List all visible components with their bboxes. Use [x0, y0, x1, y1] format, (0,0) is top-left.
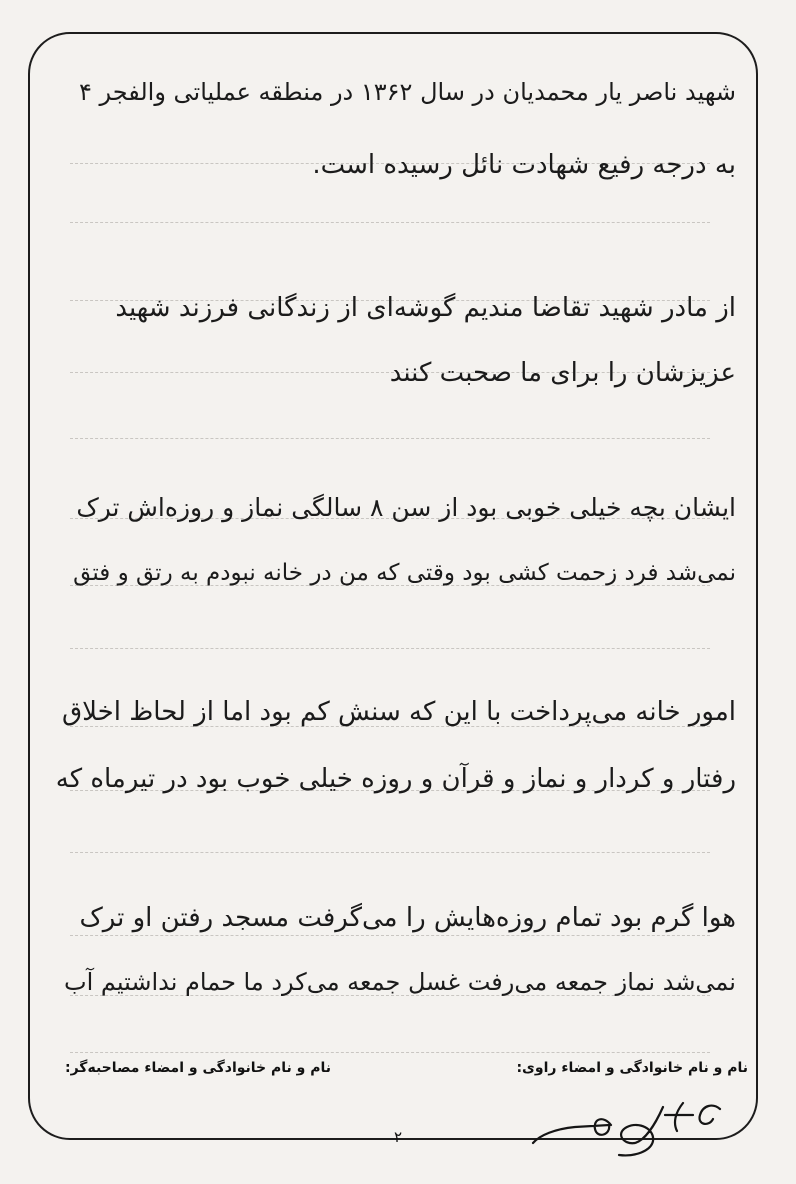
ruled-line	[70, 852, 710, 853]
handwritten-line: از مادر شهید تقاضا مندیم گوشه‌ای از زندگانی فرزند شهید	[115, 293, 736, 323]
handwritten-line: نمی‌شد نماز جمعه می‌رفت غسل جمعه می‌کرد ما حمام نداشتیم آب	[64, 968, 736, 996]
narrator-signature-label: نام و نام خانوادگی و امضاء راوی:	[516, 1060, 748, 1076]
ruled-line	[70, 1052, 710, 1053]
handwritten-line: نمی‌شد فرد زحمت کشی بود وقتی که من در خانه نبودم به رتق و فتق	[73, 560, 736, 586]
handwritten-line: به درجه رفیع شهادت نائل رسیده است.	[312, 150, 736, 180]
handwritten-line: هوا گرم بود تمام روزه‌هایش را می‌گرفت مسجد رفتن او ترک	[79, 903, 736, 933]
handwritten-signature	[515, 1085, 745, 1165]
handwritten-line: ایشان بچه خیلی خوبی بود از سن ۸ سالگی نماز و روزه‌اش ترک	[76, 493, 736, 522]
handwritten-line: عزیزشان را برای ما صحبت کنند	[389, 358, 736, 388]
page-number: ۲	[393, 1128, 403, 1146]
interviewer-signature-label: نام و نام خانوادگی و امضاء مصاحبه‌گر:	[65, 1060, 332, 1076]
ruled-line	[70, 648, 710, 649]
ruled-line	[70, 935, 710, 936]
ruled-line	[70, 222, 710, 223]
ruled-line	[70, 438, 710, 439]
handwritten-line: شهید ناصر یار محمدیان در سال ۱۳۶۲ در منطقه عملیاتی والفجر ۴	[78, 78, 736, 106]
handwritten-line: رفتار و کردار و نماز و قرآن و روزه خیلی خوب بود در تیرماه که	[55, 764, 736, 794]
handwritten-line: امور خانه می‌پرداخت با این که سنش کم بود اما از لحاظ اخلاق	[61, 697, 736, 727]
